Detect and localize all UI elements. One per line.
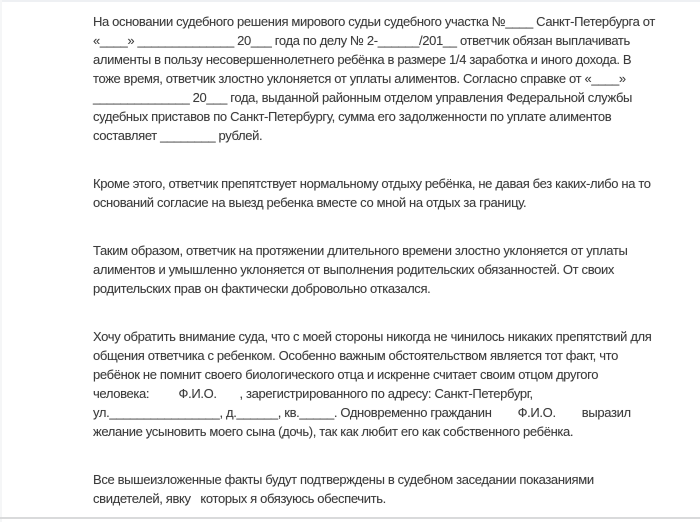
paragraph-court-attention	[93, 327, 652, 441]
text-line: Хочу обратить внимание суда, что с моей стороны никогда не чинилось никаких препятствий для	[93, 329, 652, 344]
text-line: человека: Ф.И.О. , зарегистрированного по адресу: Санкт-Петербург,	[93, 386, 533, 401]
paragraph-alimony-ruling	[93, 12, 655, 145]
text-line: тоже время, ответчик злостно уклоняется от уплаты алиментов. Согласно справке от «____»	[93, 71, 626, 86]
text-line: Все вышеизложенные факты будут подтверждены в судебном заседании показаниями	[93, 472, 594, 487]
text-line: оснований согласие на выезд ребенка вместе со мной на отдых за границу.	[93, 195, 527, 210]
text-line: «____» ______________ 20___ года по делу № 2-______/201__ ответчик обязан выплачивать	[93, 33, 630, 48]
text-line: На основании судебного решения мирового судьи судебного участка №____ Санкт-Петербурга от	[93, 14, 655, 29]
text-line: ______________ 20___ года, выданной районным отделом управления Федеральной службы	[93, 90, 633, 105]
paragraph-witnesses	[93, 470, 638, 508]
text-line: родительских прав он фактически добровольно отказался.	[93, 281, 431, 296]
text-line: Таким образом, ответчик на протяжении длительного времени злостно уклоняется от уплаты	[93, 243, 628, 258]
page-top-border	[0, 0, 700, 2]
text-line: ул.________________, д.______, кв._____. Одновременно гражданин Ф.И.О. выразил	[93, 405, 631, 420]
text-line: Кроме этого, ответчик препятствует нормальному отдыху ребёнка, не давая без каких-либо на то	[93, 176, 651, 191]
paragraph-parental-duties	[93, 241, 638, 298]
text-line: судебных приставов по Санкт-Петербургу, сумма его задолженности по уплате алиментов	[93, 109, 612, 124]
text-line: ребёнок не помнит своего биологического отца и искренне считает своим отцом другого	[93, 367, 599, 382]
text-line: составляет ________ рублей.	[93, 128, 263, 143]
text-line: желание усыновить моего сына (дочь), так как любит его как собственного ребёнка.	[93, 424, 574, 439]
page-left-border	[0, 0, 2, 522]
page-bottom-border	[0, 517, 700, 519]
text-line: алиментов и умышленно уклоняется от выполнения родительских обязанностей. От своих	[93, 262, 615, 277]
text-line: свидетелей, явку которых я обязуюсь обеспечить.	[93, 491, 386, 506]
text-line: алименты в пользу несовершеннолетнего ребёнка в размере 1/4 заработка и иного дохода. В	[93, 52, 632, 67]
document-text	[93, 12, 655, 508]
paragraph-travel-obstruction	[93, 174, 651, 212]
text-line: общения ответчика с ребенком. Особенно важным обстоятельством является тот факт, что	[93, 348, 618, 363]
